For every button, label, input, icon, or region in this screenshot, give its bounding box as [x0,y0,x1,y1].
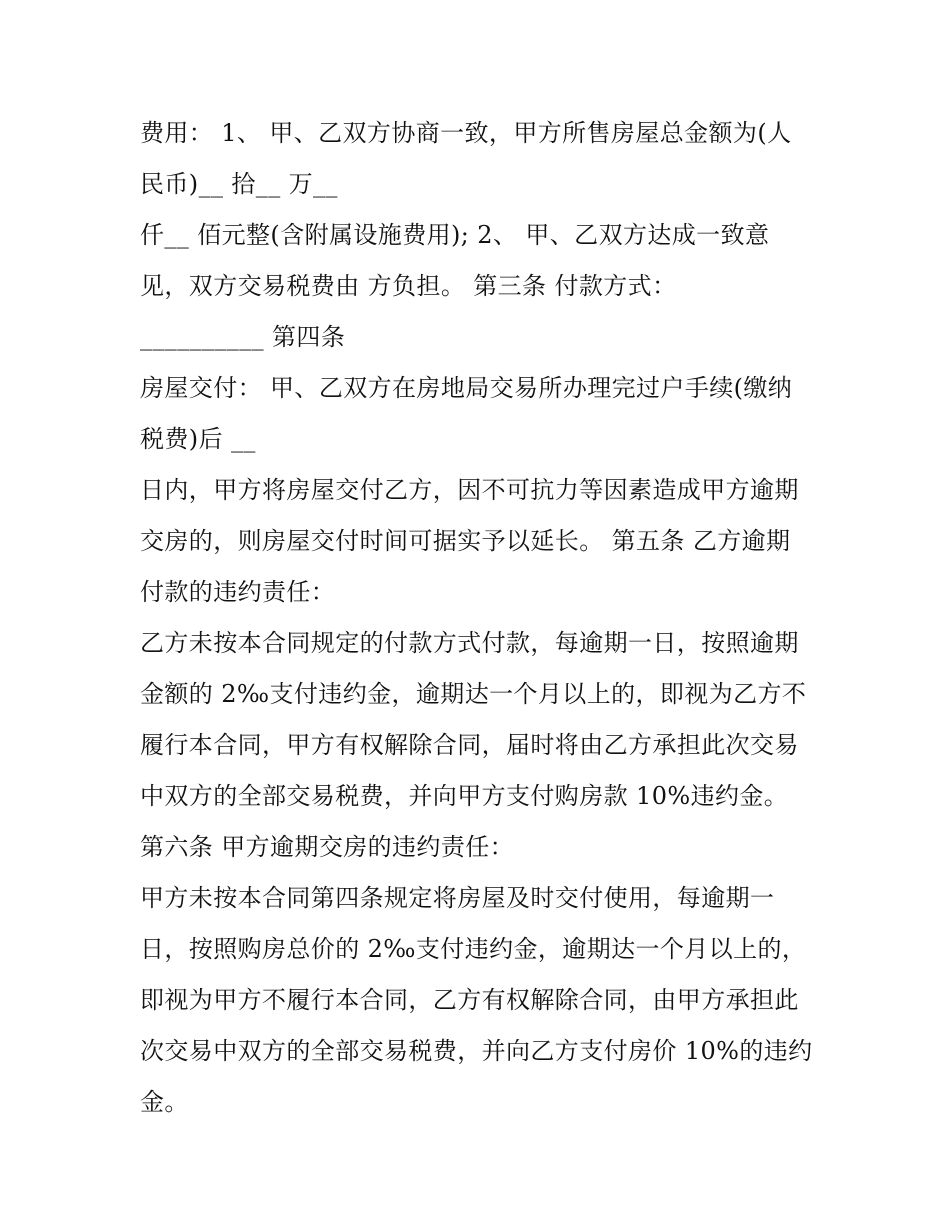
text-line: 日内，甲方将房屋交付乙方，因不可抗力等因素造成甲方逾期 [140,476,799,504]
text-line: 税费)后 __ [140,425,256,453]
text-line: 仟__ 佰元整(含附属设施费用); 2、 甲、乙双方达成一致意 [140,221,770,249]
text-line: 即视为甲方不履行本合同，乙方有权解除合同，由甲方承担此 [140,986,799,1014]
text-line: 日，按照购房总价的 2‰支付违约金，逾期达一个月以上的， [140,935,807,963]
text-line: 房屋交付： 甲、乙双方在房地局交易所办理完过户手续(缴纳 [140,374,793,402]
text-line: 第六条 甲方逾期交房的违约责任： [140,833,515,861]
contract-text [140,108,820,1128]
text-line: __________ 第四条 [140,323,346,351]
text-line: 甲方未按本合同第四条规定将房屋及时交付使用，每逾期一 [140,884,775,912]
text-line: 履行本合同，甲方有权解除合同，届时将由乙方承担此次交易 [140,731,799,759]
text-line: 付款的违约责任： [140,578,336,606]
text-line: 乙方未按本合同规定的付款方式付款，每逾期一日，按照逾期 [140,629,799,657]
text-line: 费用： 1、 甲、乙双方协商一致，甲方所售房屋总金额为(人 [140,119,792,147]
text-line: 见，双方交易税费由 方负担。 第三条 付款方式： [140,272,677,300]
text-line: 民币)__ 拾__ 万__ [140,170,338,198]
text-line: 次交易中双方的全部交易税费，并向乙方支付房价 10%的违约 [140,1037,813,1065]
text-line: 金额的 2‰支付违约金，逾期达一个月以上的，即视为乙方不 [140,680,807,708]
text-line: 中双方的全部交易税费，并向甲方支付购房款 10%违约金。 [140,782,789,810]
text-line: 交房的，则房屋交付时间可据实予以延长。 第五条 乙方逾期 [140,527,791,555]
text-line: 金。 [140,1088,189,1116]
